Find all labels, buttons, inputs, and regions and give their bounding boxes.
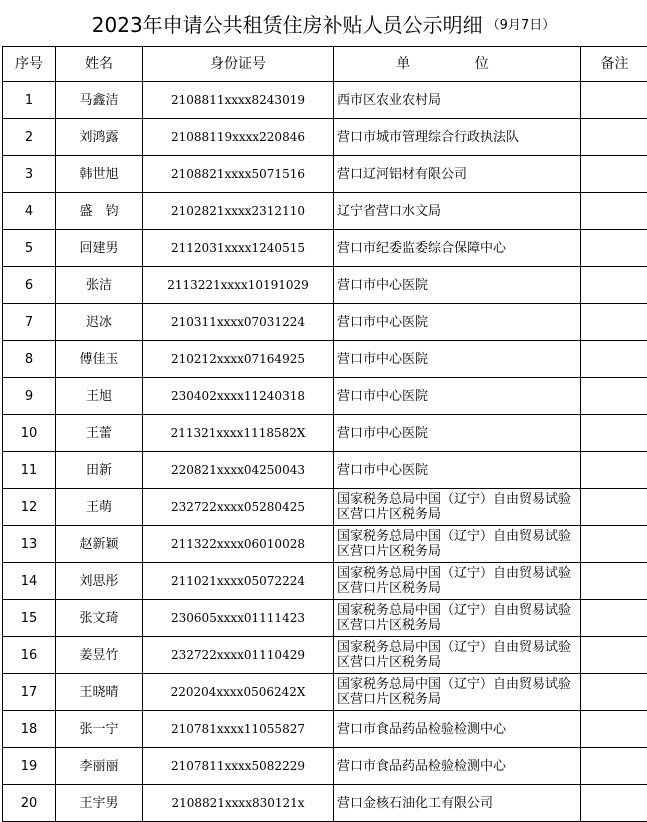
row-note: [581, 119, 647, 156]
row-name: 刘思彤: [56, 563, 143, 600]
row-name: 刘鸿露: [56, 119, 143, 156]
row-unit: 营口市中心医院: [334, 267, 581, 304]
row-index: 5: [3, 230, 56, 267]
row-unit: 营口市纪委监委综合保障中心: [334, 230, 581, 267]
row-id-number: 232722xxxx05280425: [143, 489, 334, 526]
row-unit: 营口市城市管理综合行政执法队: [334, 119, 581, 156]
row-unit: 营口市中心医院: [334, 341, 581, 378]
row-name: 傅佳玉: [56, 341, 143, 378]
row-name: 王萌: [56, 489, 143, 526]
row-note: [581, 82, 647, 119]
table-row: [3, 526, 647, 563]
row-index: 12: [3, 489, 56, 526]
row-index: 18: [3, 711, 56, 748]
row-unit: 国家税务总局中国（辽宁）自由贸易试验区营口片区税务局: [334, 489, 581, 526]
row-name: 迟冰: [56, 304, 143, 341]
row-unit: 国家税务总局中国（辽宁）自由贸易试验区营口片区税务局: [334, 637, 581, 674]
table-row: [3, 267, 647, 304]
row-name: 李丽丽: [56, 748, 143, 785]
row-index: 10: [3, 415, 56, 452]
row-index: 8: [3, 341, 56, 378]
row-note: [581, 637, 647, 674]
row-index: 4: [3, 193, 56, 230]
row-id-number: 2108821xxxx5071516: [143, 156, 334, 193]
row-id-number: 232722xxxx01110429: [143, 637, 334, 674]
row-name: 回建男: [56, 230, 143, 267]
table-row: [3, 378, 647, 415]
applicant-table: [2, 46, 647, 822]
row-unit: 国家税务总局中国（辽宁）自由贸易试验区营口片区税务局: [334, 526, 581, 563]
row-note: [581, 526, 647, 563]
row-unit: 营口市中心医院: [334, 304, 581, 341]
table-row: [3, 230, 647, 267]
row-unit: 营口金核石油化工有限公司: [334, 785, 581, 822]
row-name: 赵新颖: [56, 526, 143, 563]
row-unit: 国家税务总局中国（辽宁）自由贸易试验区营口片区税务局: [334, 563, 581, 600]
row-unit: 营口辽河铝材有限公司: [334, 156, 581, 193]
row-note: [581, 304, 647, 341]
table-row: [3, 748, 647, 785]
table-row: [3, 785, 647, 822]
header-id-number: 身份证号: [143, 47, 334, 82]
page-title: [0, 0, 647, 46]
row-name: 盛 钧: [56, 193, 143, 230]
row-id-number: 211322xxxx06010028: [143, 526, 334, 563]
row-index: 9: [3, 378, 56, 415]
row-name: 王蕾: [56, 415, 143, 452]
row-unit: 国家税务总局中国（辽宁）自由贸易试验区营口片区税务局: [334, 674, 581, 711]
row-index: 2: [3, 119, 56, 156]
row-id-number: 211021xxxx05072224: [143, 563, 334, 600]
row-index: 16: [3, 637, 56, 674]
header-name: 姓名: [56, 47, 143, 82]
table-row: [3, 563, 647, 600]
row-note: [581, 452, 647, 489]
title-main: 2023年申请公共租赁住房补贴人员公示明细: [91, 12, 483, 37]
row-index: 7: [3, 304, 56, 341]
row-name: 马鑫洁: [56, 82, 143, 119]
row-unit: 国家税务总局中国（辽宁）自由贸易试验区营口片区税务局: [334, 600, 581, 637]
row-note: [581, 711, 647, 748]
row-note: [581, 378, 647, 415]
table-row: [3, 637, 647, 674]
row-index: 3: [3, 156, 56, 193]
header-index: 序号: [3, 47, 56, 82]
header-unit: 单 位: [334, 47, 581, 82]
row-name: 王旭: [56, 378, 143, 415]
row-id-number: 210781xxxx11055827: [143, 711, 334, 748]
row-index: 14: [3, 563, 56, 600]
row-index: 20: [3, 785, 56, 822]
row-name: 张洁: [56, 267, 143, 304]
table-body: [3, 82, 647, 822]
table-row: [3, 600, 647, 637]
row-note: [581, 156, 647, 193]
row-index: 15: [3, 600, 56, 637]
row-note: [581, 748, 647, 785]
row-note: [581, 674, 647, 711]
row-name: 姜昱竹: [56, 637, 143, 674]
row-id-number: 210311xxxx07031224: [143, 304, 334, 341]
row-note: [581, 415, 647, 452]
row-index: 6: [3, 267, 56, 304]
table-row: [3, 452, 647, 489]
table-row: [3, 119, 647, 156]
row-index: 19: [3, 748, 56, 785]
row-id-number: 220204xxxx0506242X: [143, 674, 334, 711]
table-row: [3, 415, 647, 452]
row-id-number: 220821xxxx04250043: [143, 452, 334, 489]
row-unit: 营口市中心医院: [334, 378, 581, 415]
table-row: [3, 156, 647, 193]
table-header-row: [3, 47, 647, 82]
row-id-number: 211321xxxx1118582X: [143, 415, 334, 452]
row-note: [581, 600, 647, 637]
table-row: [3, 82, 647, 119]
row-name: 韩世旭: [56, 156, 143, 193]
title-date: （9月7日）: [486, 17, 556, 33]
row-id-number: 2113221xxxx10191029: [143, 267, 334, 304]
row-note: [581, 489, 647, 526]
row-unit: 营口市食品药品检验检测中心: [334, 748, 581, 785]
table-row: [3, 489, 647, 526]
row-id-number: 230605xxxx01111423: [143, 600, 334, 637]
row-name: 王宇男: [56, 785, 143, 822]
row-id-number: 210212xxxx07164925: [143, 341, 334, 378]
row-unit: 西市区农业农村局: [334, 82, 581, 119]
row-note: [581, 785, 647, 822]
row-index: 11: [3, 452, 56, 489]
row-id-number: 2107811xxxx5082229: [143, 748, 334, 785]
row-note: [581, 341, 647, 378]
row-unit: 营口市中心医院: [334, 415, 581, 452]
table-row: [3, 193, 647, 230]
row-note: [581, 230, 647, 267]
row-note: [581, 193, 647, 230]
row-id-number: 2108811xxxx8243019: [143, 82, 334, 119]
row-unit: 营口市食品药品检验检测中心: [334, 711, 581, 748]
row-id-number: 2108821xxxx830121x: [143, 785, 334, 822]
header-note: 备注: [581, 47, 647, 82]
table-row: [3, 674, 647, 711]
row-name: 田新: [56, 452, 143, 489]
row-id-number: 2112031xxxx1240515: [143, 230, 334, 267]
row-id-number: 2102821xxxx2312110: [143, 193, 334, 230]
table-row: [3, 341, 647, 378]
row-name: 张文琦: [56, 600, 143, 637]
table-row: [3, 304, 647, 341]
table-row: [3, 711, 647, 748]
row-id-number: 230402xxxx11240318: [143, 378, 334, 415]
row-index: 13: [3, 526, 56, 563]
row-index: 17: [3, 674, 56, 711]
row-name: 王晓晴: [56, 674, 143, 711]
row-note: [581, 563, 647, 600]
row-id-number: 21088119xxxx220846: [143, 119, 334, 156]
row-note: [581, 267, 647, 304]
row-index: 1: [3, 82, 56, 119]
row-unit: 辽宁省营口水文局: [334, 193, 581, 230]
row-name: 张一宁: [56, 711, 143, 748]
row-unit: 营口市中心医院: [334, 452, 581, 489]
